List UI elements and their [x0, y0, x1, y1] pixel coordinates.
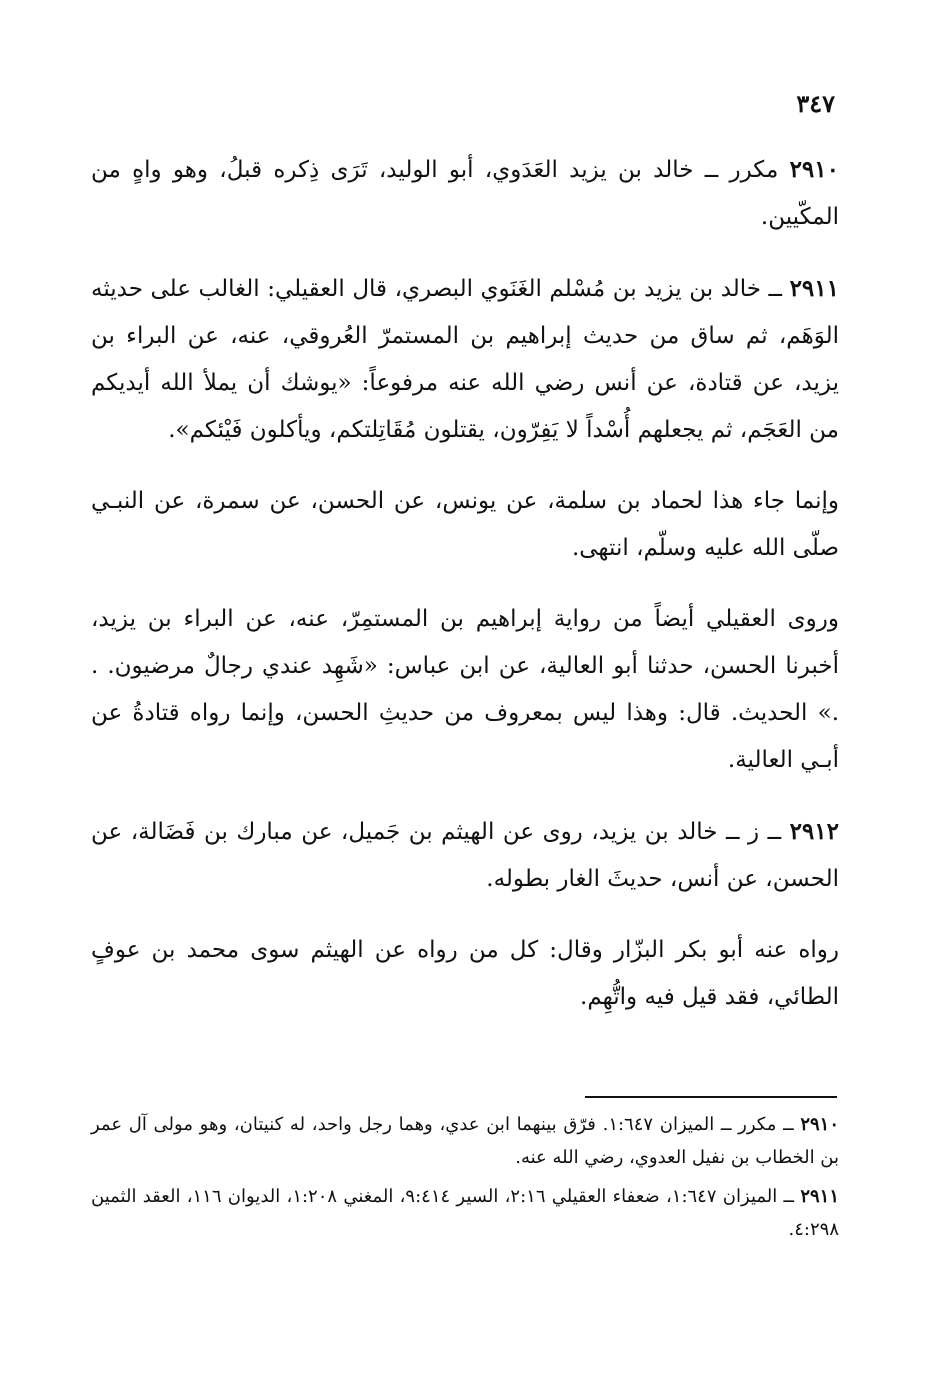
footnotes — [91, 1108, 839, 1252]
footnote-2911 — [91, 1180, 839, 1246]
main-text — [91, 146, 839, 1045]
entry-number: ٢٩١٢ — [789, 818, 839, 845]
entry-number: ٢٩١٠ — [789, 156, 839, 183]
paragraph: وإنما جاء هذا لحماد بن سلمة، عن يونس، عن الحسن، عن سمرة، عن النبـي صلّى الله عليه وسلّم، انتهى. — [91, 488, 839, 561]
paragraph: وروى العقيلي أيضاً من رواية إبراهيم بن المستمِرّ، عنه، عن البراء بن يزيد، أخبرنا الحسن، حدثنا أبو العالية، عن ابن عباس: «شَهِد عندي رجالٌ مرضيون. . .» الحديث. قال: وهذا ليس بمعروف من حديثِ الحسن، وإنما رواه قتادةُ عن أبـي العالية. — [91, 606, 839, 773]
entry-text: ــ خالد بن يزيد بن مُسْلم الغَنَوي البصري، قال العقيلي: الغالب على حديثه الوَهَم، ثم ساق من حديث إبراهيم بن المستمرّ العُروقي، عنه، عن البراء بن يزيد، عن قتادة، عن أنس رضي الله عنه مرفوعاً: «يوشك أن يملأ الله أيديكم من العَجَم، ثم يجعلهم أُسْداً لا يَفِرّون، يقتلون مُقَاتِلتكم، ويأكلون فَيْئكم». — [91, 276, 839, 443]
paragraph: رواه عنه أبو بكر البزّار وقال: كل من رواه عن الهيثم سوى محمد بن عوفٍ الطائي، فقد قيل فيه واتُّهِم. — [91, 937, 839, 1010]
entry-2912 — [91, 808, 839, 903]
footnote-2910 — [91, 1108, 839, 1174]
footnote-number: ٢٩١٠ — [800, 1114, 839, 1135]
footnote-text: ــ الميزان ١:٦٤٧، ضعفاء العقيلي ٢:١٦، السير ٩:٤١٤، المغني ١:٢٠٨، الديوان ١١٦، العقد الثمين ٤:٢٩٨. — [91, 1186, 839, 1240]
entry-number: ٢٩١١ — [789, 275, 839, 302]
footnote-divider — [585, 1096, 837, 1098]
entry-text: ــ ز ــ خالد بن يزيد، روى عن الهيثم بن جَميل، عن مبارك بن فَضَالة، عن الحسن، عن أنس، حديثَ الغار بطوله. — [91, 819, 839, 892]
entry-2911 — [91, 265, 839, 454]
page-number: ٣٤٧ — [796, 89, 835, 118]
entry-2910 — [91, 146, 839, 241]
footnote-text: ــ مكرر ــ الميزان ١:٦٤٧. فرّق بينهما ابن عدي، وهما رجل واحد، له كنيتان، وهو مولى آل عمر بن الخطاب بن نفيل العدوي، رضي الله عنه. — [91, 1114, 839, 1168]
footnote-number: ٢٩١١ — [800, 1186, 840, 1207]
entry-text: مكرر ــ خالد بن يزيد العَدَوي، أبو الوليد، تَرَى ذِكره قبلُ، وهو واهٍ من المكّيين. — [91, 157, 839, 230]
